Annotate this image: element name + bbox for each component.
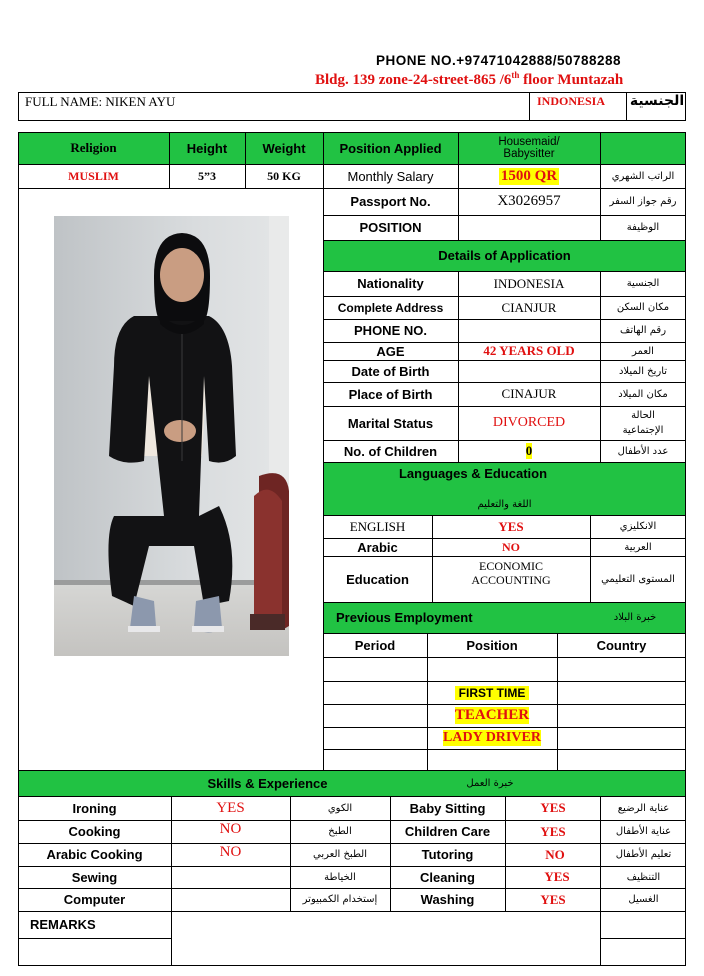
sewing-label: Sewing bbox=[71, 869, 118, 885]
salary-cell bbox=[458, 164, 600, 188]
education-value: ECONOMIC ACCOUNTING bbox=[471, 559, 551, 587]
phone-label: PHONE NO. bbox=[354, 323, 427, 338]
period-header: Period bbox=[354, 637, 396, 653]
nationality-label: Nationality bbox=[357, 276, 424, 291]
lady-driver-text: LADY DRIVER bbox=[443, 730, 541, 745]
address-main: Bldg. 139 zone-24-street-865 /6 bbox=[315, 72, 512, 88]
first-time-text: FIRST TIME bbox=[455, 686, 530, 700]
religion-value: MUSLIM bbox=[68, 168, 119, 183]
remarks-label: REMARKS bbox=[30, 917, 96, 932]
skills-title: Skills & Experience bbox=[207, 775, 328, 791]
children-label: No. of Children bbox=[343, 443, 438, 459]
cooking-ar: الطبخ bbox=[328, 826, 352, 837]
address-ar: مكان السكن bbox=[616, 302, 670, 313]
arabic-label: Arabic bbox=[357, 539, 398, 555]
children-ar: عدد الأطفال bbox=[617, 445, 669, 457]
dob-label: Date of Birth bbox=[351, 363, 430, 379]
arabic-cooking-label: Arabic Cooking bbox=[46, 847, 143, 862]
age-label: AGE bbox=[376, 343, 405, 359]
employment-entry bbox=[427, 727, 557, 749]
washing-ar: الغسيل bbox=[628, 894, 659, 905]
weight-header: Weight bbox=[262, 140, 306, 156]
passport-value: X3026957 bbox=[497, 193, 561, 209]
baby-sitting-value: YES bbox=[540, 800, 566, 815]
children-cell bbox=[458, 440, 600, 462]
phone-value bbox=[458, 319, 600, 342]
tutoring-value: NO bbox=[545, 846, 565, 862]
address-tail: floor Muntazah bbox=[519, 72, 624, 88]
full-name: FULL NAME: NIKEN AYU bbox=[25, 94, 176, 109]
position-applied-header: Position Applied bbox=[339, 140, 442, 156]
religion-header: Religion bbox=[70, 140, 117, 155]
position-label: POSITION bbox=[359, 220, 422, 235]
age-ar: العمر bbox=[632, 345, 654, 357]
details-title-bar: Details of Application bbox=[323, 240, 686, 271]
education-ar: المستوى التعليمي bbox=[601, 573, 675, 585]
employment-title-ar: خبرة البلاد bbox=[613, 612, 657, 623]
baby-sitting-ar: عناية الرضيع bbox=[617, 802, 670, 814]
arabic-ar: العربية bbox=[624, 541, 652, 553]
washing-value: YES bbox=[540, 891, 566, 907]
height-value: 5”3 bbox=[198, 168, 216, 183]
salary-label: Monthly Salary bbox=[347, 168, 434, 184]
phone-ar: رقم الهاتف bbox=[619, 325, 667, 336]
employment-entry bbox=[427, 704, 557, 727]
phone-header: PHONE NO.+97471042888/50788288 bbox=[376, 53, 622, 68]
passport-label: Passport No. bbox=[350, 194, 431, 209]
computer-label: Computer bbox=[63, 892, 126, 907]
address-header bbox=[315, 70, 623, 89]
languages-title: Languages & Education bbox=[398, 465, 548, 481]
country-header: Country bbox=[596, 637, 647, 653]
position-value bbox=[458, 215, 600, 240]
skills-title-bar bbox=[18, 770, 686, 796]
nationality-value: INDONESIA bbox=[493, 275, 565, 291]
sewing-ar: الخياطة bbox=[324, 871, 356, 883]
cleaning-label: Cleaning bbox=[420, 869, 475, 885]
english-value: YES bbox=[498, 518, 524, 534]
address-sup: th bbox=[511, 70, 520, 80]
tutoring-label: Tutoring bbox=[421, 847, 474, 862]
pob-label: Place of Birth bbox=[348, 386, 433, 402]
education-label: Education bbox=[346, 571, 409, 587]
nationality-ar-label: الجنسية bbox=[629, 93, 685, 109]
english-ar: الانكليزي bbox=[619, 521, 657, 532]
dob-value bbox=[458, 360, 600, 382]
dob-ar: تاريخ الميلاد bbox=[618, 365, 668, 377]
cooking-value: NO bbox=[219, 821, 242, 837]
nationality-ar: الجنسية bbox=[626, 278, 660, 289]
arabic-cooking-ar: الطبخ العربي bbox=[313, 849, 367, 860]
address-label: Complete Address bbox=[337, 300, 444, 315]
tutoring-ar: تعليم الأطفال bbox=[615, 849, 672, 860]
skills-title-ar: خبرة العمل bbox=[466, 777, 514, 789]
cooking-label: Cooking bbox=[68, 824, 121, 839]
height-header: Height bbox=[186, 140, 228, 156]
marital-value: DIVORCED bbox=[492, 415, 566, 430]
emp-position-header: Position bbox=[466, 637, 518, 653]
washing-label: Washing bbox=[420, 892, 475, 907]
employment-entry bbox=[427, 681, 557, 704]
teacher-text: TEACHER bbox=[454, 707, 530, 723]
employment-title: Previous Employment bbox=[336, 610, 473, 625]
position-ar-label: الوظيفة bbox=[626, 222, 660, 233]
cleaning-ar: التنظيف bbox=[626, 871, 661, 883]
candidate-photo bbox=[54, 216, 289, 656]
baby-sitting-label: Baby Sitting bbox=[409, 800, 486, 816]
age-value: 42 YEARS OLD bbox=[483, 343, 575, 358]
children-care-value: YES bbox=[540, 823, 566, 839]
sewing-value bbox=[171, 866, 290, 888]
salary-ar-label: الراتب الشهري bbox=[611, 170, 675, 182]
passport-ar-label: رقم جواز السفر bbox=[609, 196, 677, 207]
weight-value: 50 KG bbox=[267, 168, 301, 183]
position-applied-value: Housemaid/ Babysitter bbox=[498, 136, 560, 160]
children-value: 0 bbox=[525, 443, 533, 458]
arabic-cooking-value: NO bbox=[219, 844, 242, 860]
pob-ar: مكان الميلاد bbox=[618, 388, 668, 400]
ironing-ar: الكوي bbox=[327, 802, 353, 814]
languages-title-ar: اللغة والتعليم bbox=[477, 498, 532, 510]
children-care-label: Children Care bbox=[404, 824, 491, 839]
ironing-value: YES bbox=[216, 799, 245, 816]
computer-ar: إستخدام الكمبيوتر bbox=[302, 894, 378, 905]
children-care-ar: عناية الأطفال bbox=[615, 826, 672, 837]
marital-label: Marital Status bbox=[347, 415, 434, 431]
ironing-label: Ironing bbox=[72, 800, 117, 816]
computer-value bbox=[171, 888, 290, 911]
address-value: CIANJUR bbox=[501, 299, 557, 315]
salary-value: 1500 QR bbox=[500, 167, 558, 184]
pob-value: CINAJUR bbox=[501, 386, 557, 401]
marital-ar: الحالة الإجتماعية bbox=[622, 410, 664, 436]
english-label: ENGLISH bbox=[349, 518, 406, 534]
cleaning-value: YES bbox=[544, 869, 570, 884]
arabic-value: NO bbox=[502, 539, 520, 554]
name-row-nationality: INDONESIA bbox=[537, 94, 606, 108]
